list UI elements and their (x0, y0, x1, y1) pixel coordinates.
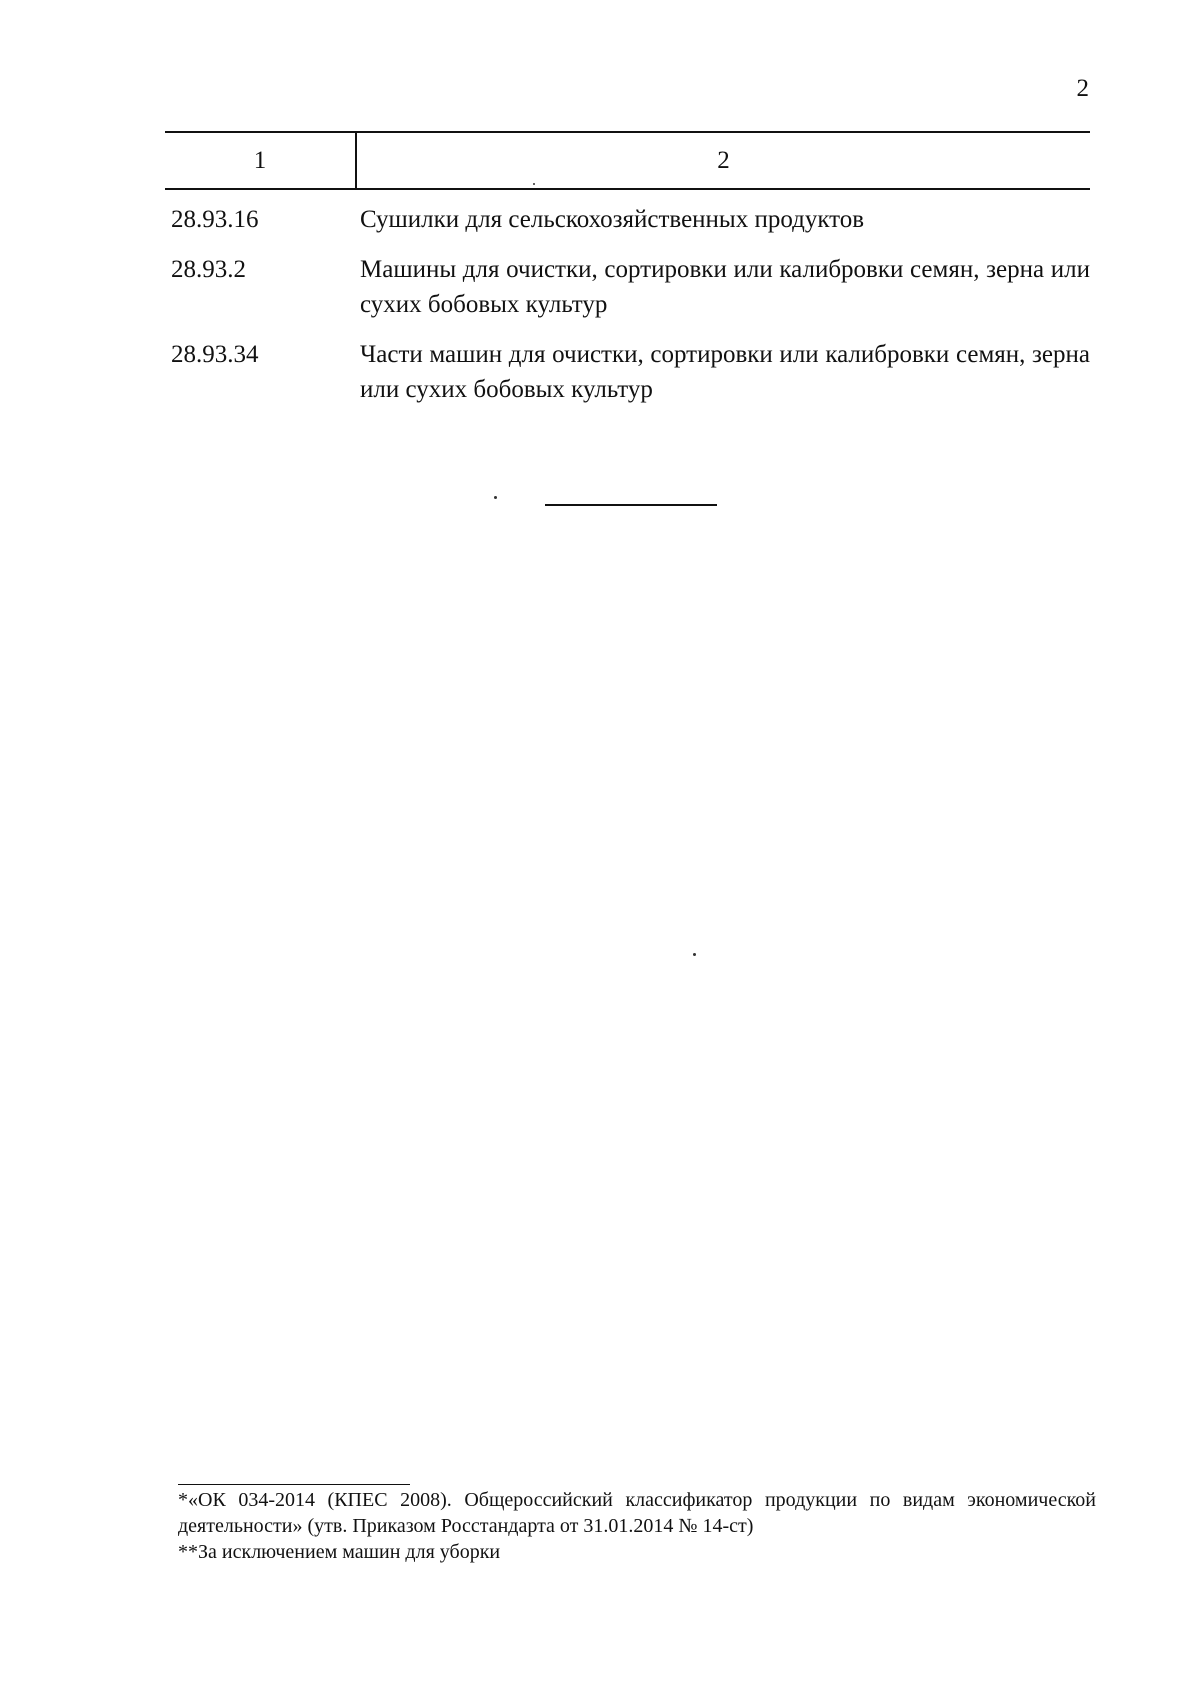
row-code: 28.93.34 (171, 341, 259, 368)
column-header-2: 2 (717, 147, 730, 174)
table-row (165, 202, 1090, 237)
table-header (165, 131, 1090, 190)
table-row (165, 337, 1090, 407)
end-of-table-rule (545, 504, 717, 506)
column-header-1: 1 (253, 147, 267, 174)
footnote-2: **За исключением машин для уборки (178, 1541, 501, 1563)
footnote-1: *«ОК 034-2014 (КПЕС 2008). Общероссийский классификатор продукции по видам экономической деятельности» (утв. Приказом Росстандарта от 31.01.2014 № 14-ст) (178, 1489, 1096, 1537)
footnote-separator (178, 1484, 410, 1485)
scan-speck (533, 183, 535, 185)
classification-table (165, 131, 1090, 407)
footnotes (178, 1484, 1096, 1565)
row-name: Сушилки для сельскохозяйственных продуктов (360, 206, 865, 233)
row-code: 28.93.2 (171, 256, 246, 283)
scan-speck (693, 953, 696, 956)
scan-speck (494, 496, 497, 499)
page-number: 2 (1076, 75, 1089, 102)
table-row (165, 252, 1090, 322)
row-name: Машины для очистки, сортировки или калибровки семян, зерна или сухих бобовых культур (360, 256, 1090, 318)
row-code: 28.93.16 (171, 206, 259, 233)
row-name: Части машин для очистки, сортировки или калибровки семян, зерна или сухих бобовых культур (360, 341, 1090, 403)
